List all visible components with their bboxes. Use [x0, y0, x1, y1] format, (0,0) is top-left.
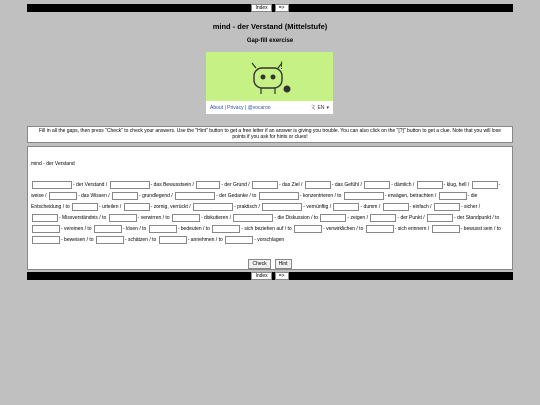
gap-label: - grundlegend / — [139, 193, 173, 199]
gap-input[interactable] — [320, 214, 346, 222]
gap-label: - urteilen / — [99, 204, 122, 210]
bottom-nav-bar — [27, 272, 513, 280]
gap-label: - bewusst sein / to — [460, 226, 501, 232]
gap-input[interactable] — [417, 181, 443, 189]
gap-input[interactable] — [434, 203, 460, 211]
gap-label: - das Bewusstsein / — [150, 182, 194, 188]
gap-label: - einfach / — [409, 204, 432, 210]
next-button[interactable]: => — [275, 272, 289, 280]
gap-input[interactable] — [149, 225, 177, 233]
gap-label: - schätzen / to — [124, 237, 157, 243]
svg-text:!: ! — [280, 60, 284, 72]
gap-input[interactable] — [109, 214, 137, 222]
gap-input[interactable] — [427, 214, 453, 222]
gap-label: - klug, hell / — [443, 182, 470, 188]
gap-label: - konzentrieren / to — [299, 193, 342, 199]
gap-label: - — [498, 182, 501, 188]
gap-input[interactable] — [110, 181, 150, 189]
gap-input[interactable] — [32, 214, 58, 222]
gap-label: - annehmen / to — [187, 237, 223, 243]
gap-input[interactable] — [366, 225, 394, 233]
gap-input[interactable] — [370, 214, 396, 222]
language-label: EN — [317, 104, 325, 111]
exercise-panel — [27, 146, 513, 270]
gap-input[interactable] — [32, 236, 60, 244]
privacy-link[interactable]: Privacy — [227, 104, 244, 111]
gap-label: - dämlich / — [391, 182, 415, 188]
gap-input[interactable] — [364, 181, 390, 189]
index-button[interactable]: Index — [251, 4, 271, 12]
gap-input[interactable] — [175, 192, 215, 200]
gap-label: - erwägen, betrachten / — [384, 193, 437, 199]
page-title: mind - der Verstand (Mittelstufe) — [212, 22, 328, 31]
gap-label: - — [454, 215, 456, 221]
gap-label: - verwirren / to — [137, 215, 170, 221]
gap-label: - das Wissen / — [77, 193, 110, 199]
gap-label: - dumm / — [360, 204, 381, 210]
vocaroo-footer: About | Privacy | @vocaroo 文 EN ▾ — [206, 101, 333, 114]
gap-input[interactable] — [432, 225, 460, 233]
gap-input[interactable] — [344, 192, 384, 200]
gap-label: - das Gefühl / — [331, 182, 362, 188]
gap-input[interactable] — [32, 225, 60, 233]
gap-label: - der Gedanke / to — [216, 193, 257, 199]
vocaroo-handle-link[interactable]: @vocaroo — [247, 104, 271, 111]
gap-label: - vorschlagen — [254, 237, 285, 243]
gap-label: - zornig, verrückt / — [150, 204, 191, 210]
instructions-panel: Fill in all the gaps, then press "Check" to check your answers. Use the "Hint" button to get a free letter if an answer is giving you trouble. You can also click on the "[?]" button to get a clue. Note that you will lose points if you ask for hints or clues! — [27, 126, 513, 143]
gap-input[interactable] — [159, 236, 187, 244]
gap-label: - diskutieren / — [200, 215, 231, 221]
gap-input[interactable] — [252, 181, 278, 189]
language-selector[interactable] — [311, 104, 329, 111]
gap-input[interactable] — [112, 192, 138, 200]
gap-label: - zeigen / — [347, 215, 368, 221]
gap-label: - der Punkt / — [397, 215, 425, 221]
about-link[interactable]: About — [210, 104, 224, 111]
gap-input[interactable] — [472, 181, 498, 189]
gap-label: - der Grund / — [221, 182, 250, 188]
check-button[interactable]: Check — [248, 259, 270, 269]
gap-input[interactable] — [259, 192, 299, 200]
gap-input[interactable] — [262, 203, 302, 211]
gap-input[interactable] — [212, 225, 240, 233]
gap-input[interactable] — [233, 214, 273, 222]
gap-input[interactable] — [196, 181, 220, 189]
gap-label: - verwirklichen / to — [323, 226, 364, 232]
gap-label: - vernünftig / — [303, 204, 332, 210]
gap-input[interactable] — [383, 203, 409, 211]
translate-icon: 文 — [310, 105, 316, 111]
gap-input[interactable] — [294, 225, 322, 233]
chevron-down-icon: ▾ — [326, 104, 329, 111]
gap-label: - die Diskussion / to — [274, 215, 319, 221]
top-nav-bar — [27, 4, 513, 12]
gap-input[interactable] — [225, 236, 253, 244]
gap-label: der Standpunkt / to — [457, 215, 500, 221]
gap-input[interactable] — [333, 203, 359, 211]
gap-input[interactable] — [172, 214, 200, 222]
gap-input[interactable] — [94, 225, 122, 233]
gap-input[interactable] — [124, 203, 150, 211]
hint-button[interactable]: Hint — [275, 259, 292, 269]
gap-input[interactable] — [96, 236, 124, 244]
exercise-buttons — [28, 259, 512, 269]
gap-label: - praktisch / — [234, 204, 260, 210]
gap-label: weise / — [31, 193, 47, 199]
gap-input[interactable] — [305, 181, 331, 189]
next-button[interactable]: => — [275, 4, 289, 12]
index-button[interactable]: Index — [251, 272, 271, 280]
gap-input[interactable] — [32, 181, 72, 189]
gap-input[interactable] — [49, 192, 77, 200]
gap-label: - beweisen / to — [61, 237, 94, 243]
gap-label: - sich erinnern / — [394, 226, 430, 232]
gap-label: - der Verstand / — [73, 182, 108, 188]
gap-label: - Missverständnis / to — [59, 215, 107, 221]
vocaroo-mascot-icon — [206, 52, 333, 102]
page-subtitle: Gap-fill exercise — [246, 38, 294, 44]
gap-label: - sich beziehen auf / to — [241, 226, 292, 232]
gap-input[interactable] — [439, 192, 467, 200]
gap-input[interactable] — [72, 203, 98, 211]
gap-label: - bedeuten / to — [177, 226, 210, 232]
gap-label: - die — [467, 193, 478, 199]
gap-label: - das Ziel / — [279, 182, 303, 188]
gap-label: - vereinen / to — [61, 226, 92, 232]
gap-label: - sicher / — [460, 204, 481, 210]
exercise-heading: mind - der Verstand — [31, 161, 75, 167]
vocaroo-player[interactable] — [206, 52, 333, 114]
gap-label: - lösen / to — [122, 226, 147, 232]
gap-fill-text — [31, 180, 509, 246]
gap-input[interactable] — [193, 203, 233, 211]
gap-label: Entscheidung / to — [31, 204, 70, 210]
